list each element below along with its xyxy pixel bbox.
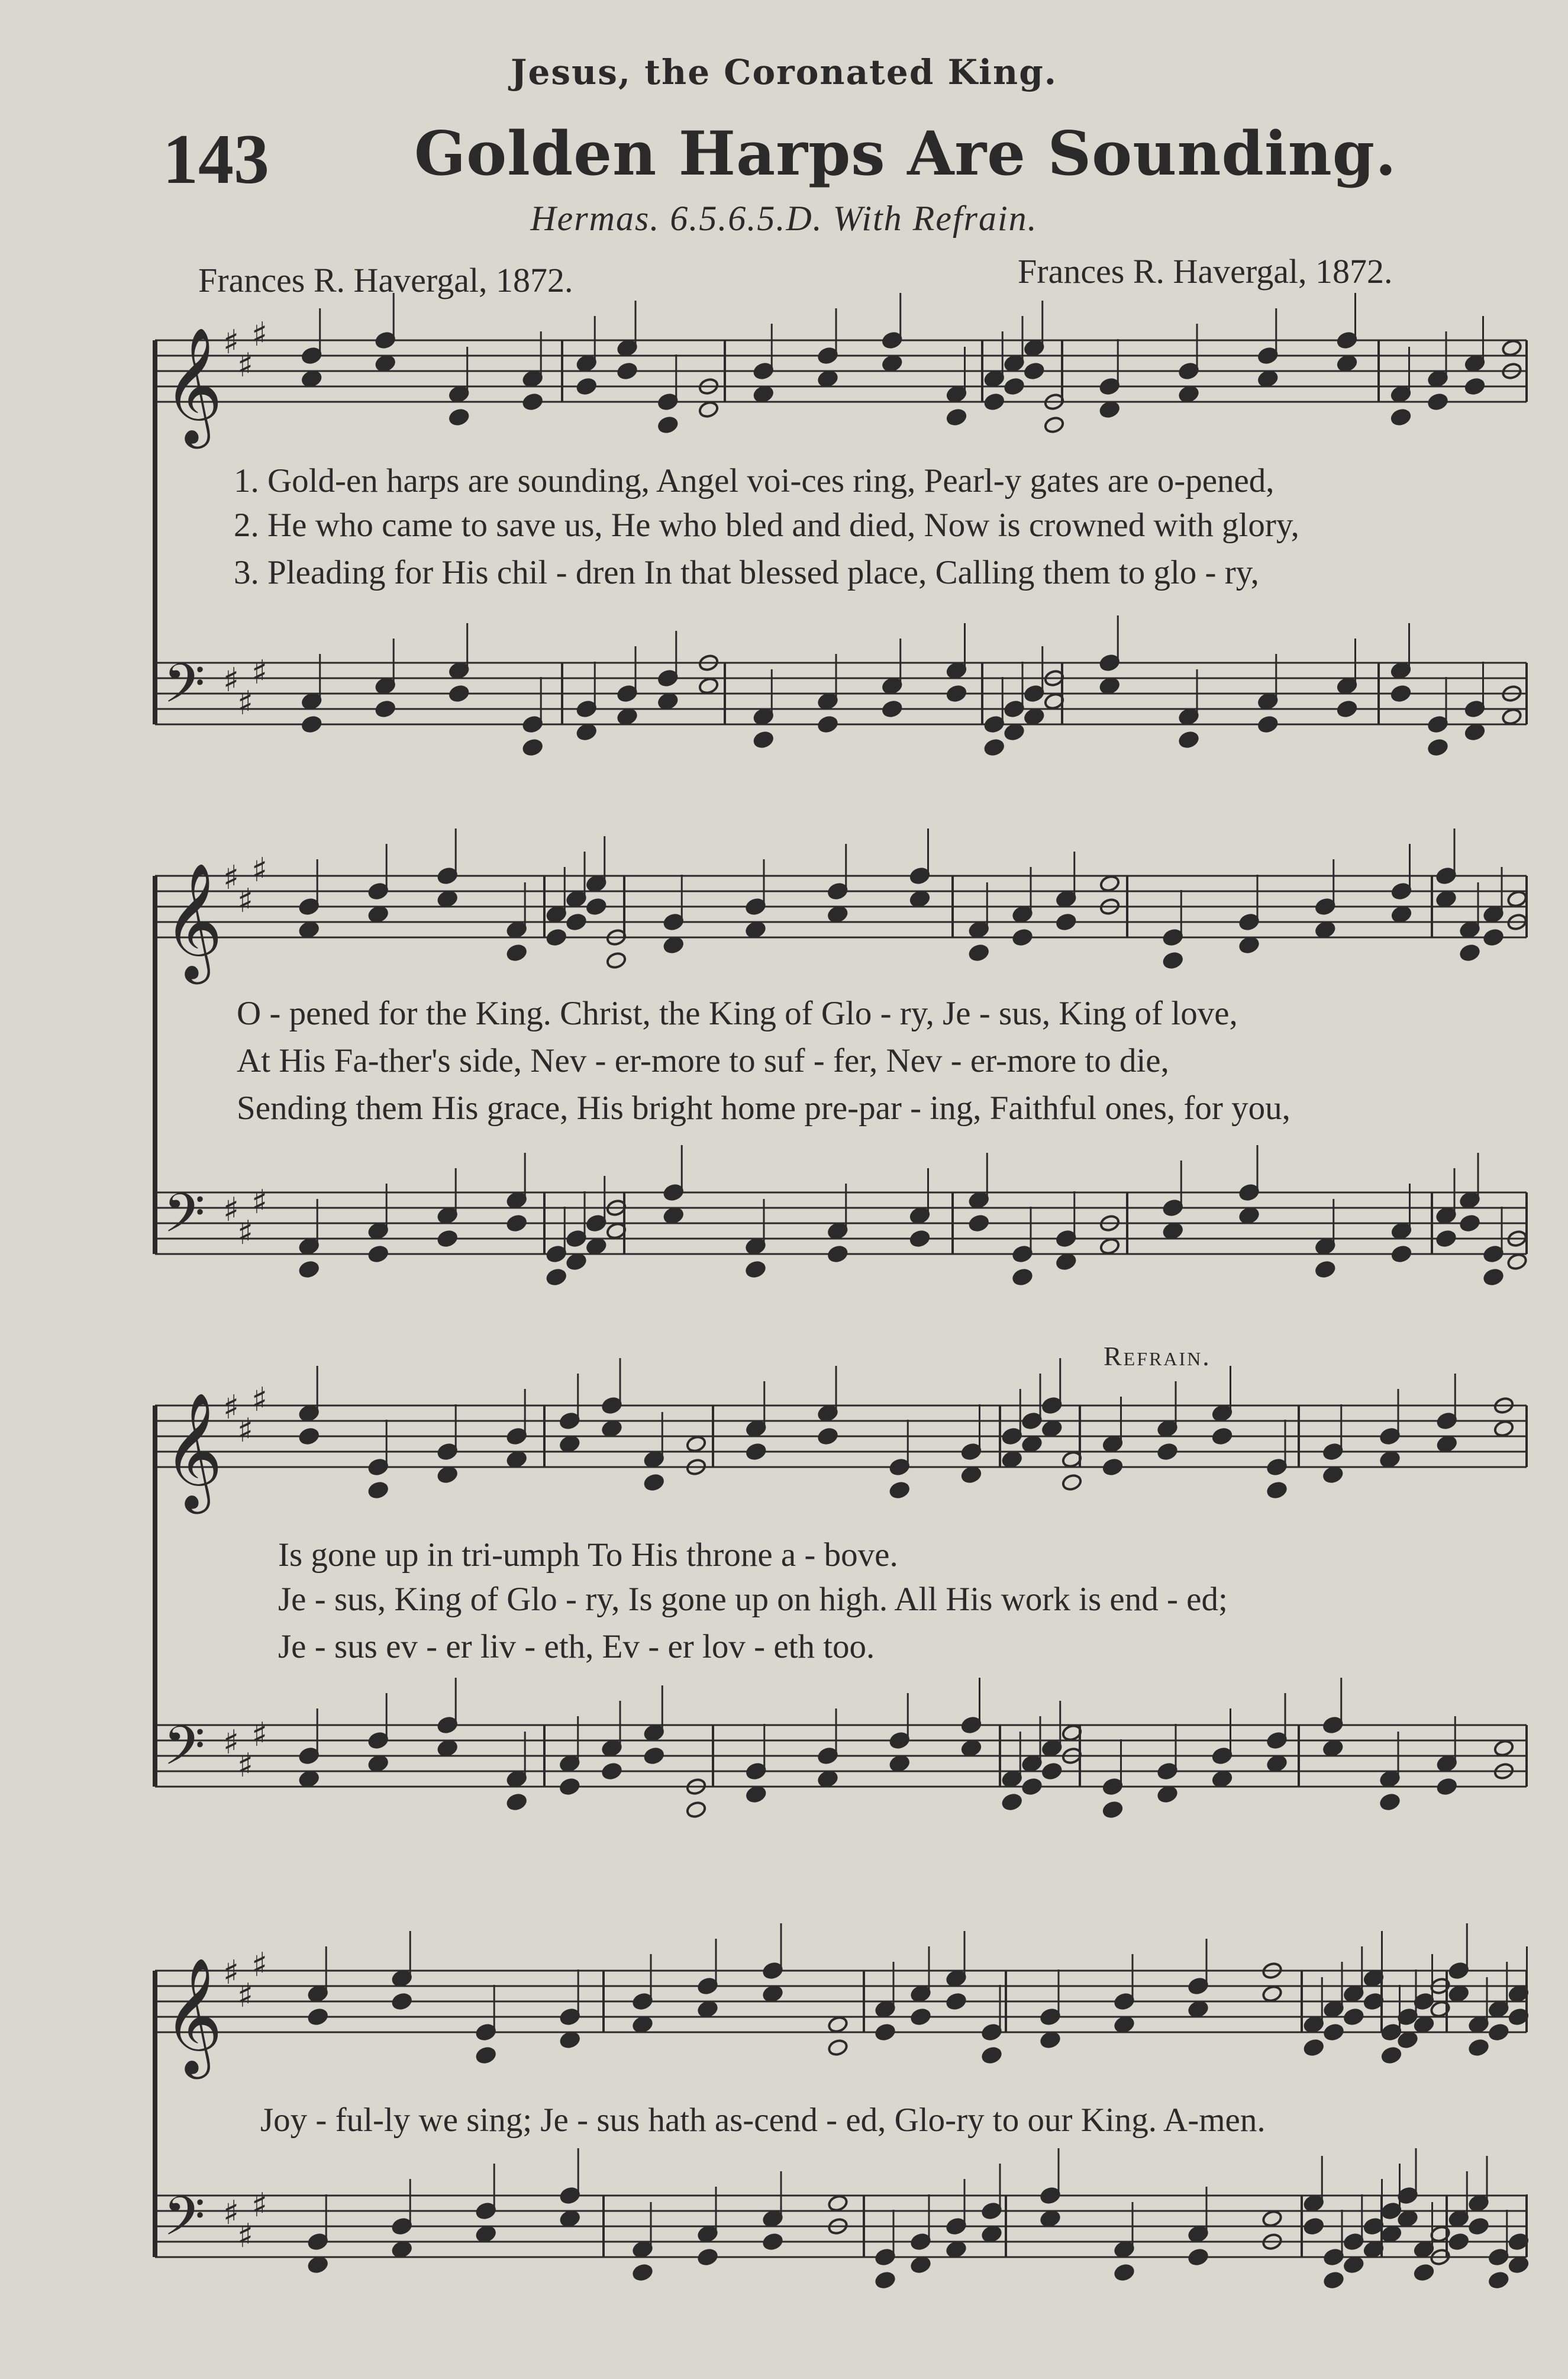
treble-notehead bbox=[566, 913, 587, 931]
bass-notehead bbox=[981, 2225, 1002, 2243]
bass-notehead bbox=[946, 685, 967, 703]
treble-notehead bbox=[827, 905, 848, 924]
lyric-line-s1-v1: 1. Gold-en harps are sounding, Angel voi-ces ring, Pearl-y gates are o-pened, bbox=[234, 462, 1275, 499]
treble-notehead bbox=[1262, 1985, 1283, 2003]
treble-notehead bbox=[606, 952, 627, 970]
bass-notehead bbox=[1464, 723, 1486, 742]
treble-notehead bbox=[762, 1985, 783, 2003]
treble-notehead bbox=[1488, 2023, 1509, 2042]
bass-notehead bbox=[298, 1261, 320, 1279]
treble-notehead bbox=[1257, 370, 1279, 388]
bass-notehead bbox=[1390, 685, 1412, 703]
bass-notehead bbox=[559, 2210, 580, 2228]
treble-notehead bbox=[1266, 1481, 1288, 1500]
bass-notehead bbox=[506, 1793, 527, 1811]
bass-notehead bbox=[1508, 2256, 1530, 2274]
treble-notehead bbox=[817, 1427, 838, 1446]
treble-notehead bbox=[817, 370, 838, 388]
treble-notehead bbox=[1162, 952, 1183, 970]
treble-notehead bbox=[559, 1435, 580, 1453]
bass-notehead bbox=[1488, 2271, 1509, 2290]
bass-notehead bbox=[827, 2194, 848, 2213]
sharp-icon: ♯ bbox=[237, 1746, 254, 1785]
bass-notehead bbox=[1414, 2264, 1435, 2282]
treble-notehead bbox=[1099, 401, 1120, 419]
section-title: Jesus, the Coronated King. bbox=[511, 52, 1057, 92]
treble-notehead bbox=[1435, 890, 1457, 908]
bass-notehead bbox=[983, 739, 1005, 757]
lyric-line-s2-v2: At His Fa-ther's side, Nev - er-more to suf - fer, Nev - er-more to die, bbox=[237, 1042, 1169, 1079]
bass-notehead bbox=[643, 1747, 664, 1765]
bass-notehead bbox=[1024, 708, 1045, 726]
treble-notehead bbox=[1044, 416, 1065, 434]
treble-notehead bbox=[1303, 2039, 1324, 2057]
bass-notehead bbox=[827, 1245, 848, 1263]
bass-notehead bbox=[576, 723, 597, 742]
lyric-line-s3-v2: Je - sus, King of Glo - ry, Is gone up on high. All His work is end - ed; bbox=[278, 1581, 1228, 1618]
bass-notehead bbox=[367, 1755, 389, 1773]
treble-notehead bbox=[827, 2039, 848, 2057]
treble-notehead bbox=[1099, 875, 1121, 893]
treble-notehead bbox=[391, 1993, 412, 2011]
treble-notehead bbox=[1238, 936, 1260, 955]
treble-notehead bbox=[298, 921, 320, 939]
treble-notehead bbox=[1315, 921, 1336, 939]
bass-notehead bbox=[1114, 2264, 1135, 2282]
sharp-icon: ♯ bbox=[251, 315, 268, 354]
treble-notehead bbox=[1464, 378, 1486, 396]
bass-notehead bbox=[1021, 1778, 1043, 1796]
treble-notehead bbox=[437, 890, 458, 908]
bass-notehead bbox=[367, 1245, 389, 1263]
treble-clef-icon: 𝄞 bbox=[163, 327, 223, 444]
bass-notehead bbox=[1262, 2210, 1283, 2228]
treble-notehead bbox=[475, 2046, 496, 2065]
treble-notehead bbox=[601, 1420, 622, 1438]
treble-notehead bbox=[981, 2046, 1002, 2065]
lyric-line-s3-v3: Je - sus ev - er liv - eth, Ev - er lov - eth too. bbox=[278, 1628, 875, 1665]
treble-notehead bbox=[1024, 362, 1045, 381]
bass-notehead bbox=[1303, 2217, 1324, 2236]
treble-notehead bbox=[946, 408, 967, 427]
treble-notehead bbox=[1493, 1420, 1515, 1438]
bass-clef-icon: 𝄢 bbox=[163, 2185, 205, 2261]
bass-notehead bbox=[882, 700, 903, 718]
treble-notehead bbox=[686, 1435, 707, 1453]
treble-notehead bbox=[1004, 378, 1025, 396]
bass-notehead bbox=[632, 2264, 653, 2282]
lyric-line-s3-v1: Is gone up in tri-umph To His throne a - bove. bbox=[278, 1536, 898, 1574]
bass-notehead bbox=[1391, 1245, 1412, 1263]
bass-notehead bbox=[910, 2256, 931, 2274]
treble-notehead bbox=[882, 354, 903, 373]
bass-notehead bbox=[753, 731, 774, 749]
treble-notehead bbox=[1323, 2023, 1344, 2042]
treble-notehead bbox=[698, 401, 720, 419]
treble-notehead bbox=[1157, 1443, 1178, 1461]
treble-notehead bbox=[617, 362, 638, 381]
sharp-icon: ♯ bbox=[237, 684, 254, 723]
treble-notehead bbox=[983, 393, 1005, 411]
bass-notehead bbox=[1212, 1770, 1233, 1788]
treble-notehead bbox=[1506, 890, 1528, 908]
treble-notehead bbox=[909, 890, 931, 908]
bass-notehead bbox=[1257, 715, 1279, 734]
treble-notehead bbox=[1102, 1458, 1124, 1477]
treble-notehead bbox=[506, 944, 527, 962]
treble-notehead bbox=[546, 929, 567, 947]
bass-notehead bbox=[1436, 1778, 1457, 1796]
treble-notehead bbox=[910, 2008, 931, 2026]
bass-notehead bbox=[506, 1214, 527, 1233]
treble-notehead bbox=[586, 898, 607, 916]
sharp-icon: ♯ bbox=[223, 1954, 240, 1992]
bass-notehead bbox=[889, 1755, 910, 1773]
bass-notehead bbox=[391, 2241, 412, 2259]
treble-notehead bbox=[301, 370, 322, 388]
bass-notehead bbox=[437, 1739, 458, 1758]
treble-notehead bbox=[437, 1466, 458, 1484]
treble-notehead bbox=[1322, 1466, 1344, 1484]
hymn-number: 143 bbox=[163, 120, 269, 198]
bass-notehead bbox=[1343, 2256, 1364, 2274]
bass-notehead bbox=[1468, 2217, 1489, 2236]
bass-notehead bbox=[1188, 2248, 1209, 2267]
treble-notehead bbox=[1001, 1450, 1022, 1469]
sharp-icon: ♯ bbox=[223, 323, 240, 362]
bass-notehead bbox=[475, 2225, 496, 2243]
treble-notehead bbox=[367, 1481, 389, 1500]
treble-notehead bbox=[1427, 393, 1448, 411]
treble-clef-icon: 𝄞 bbox=[163, 1392, 223, 1509]
treble-notehead bbox=[1436, 1435, 1457, 1453]
sharp-icon: ♯ bbox=[237, 2217, 254, 2255]
hymn-title: Golden Harps Are Sounding. bbox=[414, 118, 1397, 189]
treble-clef-icon: 𝄞 bbox=[163, 1957, 223, 2074]
bass-notehead bbox=[1040, 2210, 1061, 2228]
treble-notehead bbox=[1212, 1427, 1233, 1446]
refrain-label: Refrain. bbox=[1104, 1341, 1211, 1371]
treble-notehead bbox=[746, 1443, 767, 1461]
sharp-icon: ♯ bbox=[251, 1946, 268, 1984]
lyric-line-s2-v1: O - pened for the King. Christ, the King of Glo - ry, Je - sus, King of love, bbox=[237, 995, 1238, 1032]
treble-notehead bbox=[745, 921, 766, 939]
bass-notehead bbox=[449, 685, 470, 703]
treble-notehead bbox=[307, 2008, 328, 2026]
bass-notehead bbox=[875, 2271, 896, 2290]
tune-meter-line: Hermas. 6.5.6.5.D. With Refrain. bbox=[530, 199, 1038, 238]
lyric-line-s2-v3: Sending them His grace, His bright home pre-par - ing, Faithful ones, for you, bbox=[237, 1089, 1290, 1127]
bass-notehead bbox=[1238, 1207, 1260, 1225]
bass-notehead bbox=[1506, 1253, 1528, 1271]
bass-notehead bbox=[1322, 1739, 1344, 1758]
bass-notehead bbox=[437, 1230, 458, 1248]
treble-notehead bbox=[576, 378, 597, 396]
treble-notehead bbox=[1391, 905, 1412, 924]
bass-notehead bbox=[1001, 1793, 1022, 1811]
treble-notehead bbox=[1468, 2039, 1489, 2057]
bass-notehead bbox=[1501, 708, 1522, 726]
treble-notehead bbox=[522, 393, 543, 411]
treble-notehead bbox=[1178, 385, 1199, 404]
treble-notehead bbox=[697, 2000, 718, 2019]
bass-notehead bbox=[1459, 1214, 1480, 1233]
treble-notehead bbox=[1040, 2031, 1061, 2049]
bass-notehead bbox=[1266, 1755, 1288, 1773]
treble-notehead bbox=[298, 1427, 320, 1446]
bass-notehead bbox=[1041, 1762, 1063, 1781]
bass-notehead bbox=[559, 1778, 580, 1796]
sharp-icon: ♯ bbox=[251, 1183, 268, 1221]
bass-notehead bbox=[298, 1770, 320, 1788]
treble-notehead bbox=[506, 1450, 527, 1469]
bass-notehead bbox=[817, 715, 838, 734]
treble-notehead bbox=[827, 2016, 848, 2034]
bass-notehead bbox=[1012, 1268, 1033, 1287]
sharp-icon: ♯ bbox=[223, 1191, 240, 1229]
treble-notehead bbox=[1188, 2000, 1209, 2019]
treble-notehead bbox=[1343, 2008, 1364, 2026]
bass-notehead bbox=[697, 2248, 718, 2267]
treble-notehead bbox=[1012, 929, 1033, 947]
bass-notehead bbox=[1381, 2225, 1402, 2243]
lyric-line-s1-v2: 2. He who came to save us, He who bled and died, Now is crowned with glory, bbox=[234, 507, 1299, 544]
bass-clef-icon: 𝄢 bbox=[163, 652, 205, 728]
treble-notehead bbox=[946, 1993, 967, 2011]
treble-notehead bbox=[889, 1481, 910, 1500]
sharp-icon: ♯ bbox=[237, 346, 254, 385]
treble-notehead bbox=[663, 936, 684, 955]
sharp-icon: ♯ bbox=[223, 859, 240, 897]
treble-notehead bbox=[1501, 339, 1522, 357]
treble-notehead bbox=[1459, 944, 1480, 962]
bass-clef-icon: 𝄢 bbox=[163, 1182, 205, 1258]
bass-notehead bbox=[1157, 1785, 1178, 1804]
bass-notehead bbox=[1448, 2233, 1469, 2251]
treble-notehead bbox=[375, 354, 396, 373]
bass-notehead bbox=[617, 708, 638, 726]
bass-notehead bbox=[961, 1739, 982, 1758]
sharp-icon: ♯ bbox=[223, 1388, 240, 1427]
sharp-icon: ♯ bbox=[223, 1723, 240, 1762]
treble-notehead bbox=[1448, 1985, 1469, 2003]
treble-notehead bbox=[1114, 2016, 1135, 2034]
sharp-icon: ♯ bbox=[251, 1716, 268, 1754]
bass-notehead bbox=[301, 715, 322, 734]
bass-notehead bbox=[1379, 1793, 1401, 1811]
bass-notehead bbox=[522, 739, 543, 757]
bass-notehead bbox=[686, 1801, 707, 1819]
bass-clef-icon: 𝄢 bbox=[163, 1714, 205, 1790]
bass-notehead bbox=[1493, 1739, 1515, 1758]
bass-notehead bbox=[745, 1261, 766, 1279]
bass-notehead bbox=[1162, 1222, 1183, 1240]
words-attribution: Frances R. Havergal, 1872. bbox=[198, 261, 573, 299]
treble-notehead bbox=[875, 2023, 896, 2042]
bass-notehead bbox=[657, 692, 679, 711]
bass-notehead bbox=[1323, 2271, 1344, 2290]
treble-notehead bbox=[1056, 913, 1077, 931]
bass-notehead bbox=[1315, 1261, 1336, 1279]
bass-notehead bbox=[601, 1762, 622, 1781]
treble-notehead bbox=[657, 416, 679, 434]
bass-notehead bbox=[946, 2241, 967, 2259]
treble-notehead bbox=[1483, 929, 1504, 947]
bass-notehead bbox=[1337, 700, 1358, 718]
lyric-line-s1-v3: 3. Pleading for His chil - dren In that blessed place, Calling them to glo - ry, bbox=[234, 554, 1259, 591]
treble-notehead bbox=[449, 408, 470, 427]
bass-notehead bbox=[909, 1230, 931, 1248]
bass-notehead bbox=[1427, 739, 1448, 757]
bass-notehead bbox=[1178, 731, 1199, 749]
treble-notehead bbox=[968, 944, 989, 962]
treble-notehead bbox=[1337, 354, 1358, 373]
sharp-icon: ♯ bbox=[251, 1381, 268, 1419]
sharp-icon: ♯ bbox=[237, 1977, 254, 2015]
bass-notehead bbox=[698, 677, 720, 695]
music-attribution: Frances R. Havergal, 1872. bbox=[1018, 252, 1393, 291]
bass-notehead bbox=[762, 2233, 783, 2251]
treble-notehead bbox=[1381, 2046, 1402, 2065]
bass-notehead bbox=[1483, 1268, 1504, 1287]
treble-notehead bbox=[753, 385, 774, 404]
sharp-icon: ♯ bbox=[223, 661, 240, 699]
treble-notehead bbox=[961, 1466, 982, 1484]
bass-notehead bbox=[307, 2256, 328, 2274]
sharp-icon: ♯ bbox=[223, 2194, 240, 2232]
treble-notehead bbox=[1379, 1450, 1401, 1469]
treble-notehead bbox=[367, 905, 389, 924]
treble-notehead bbox=[1390, 408, 1412, 427]
sharp-icon: ♯ bbox=[251, 653, 268, 692]
bass-notehead bbox=[1099, 1237, 1121, 1256]
lyric-line-s4-v1: Joy - ful-ly we sing; Je - sus hath as-cend - ed, Glo-ry to our King. A-men. bbox=[260, 2101, 1266, 2139]
bass-notehead bbox=[1056, 1253, 1077, 1271]
sharp-icon: ♯ bbox=[237, 882, 254, 920]
bass-notehead bbox=[546, 1268, 567, 1287]
bass-notehead bbox=[663, 1207, 684, 1225]
treble-notehead bbox=[1021, 1435, 1043, 1453]
bass-notehead bbox=[968, 1214, 989, 1233]
treble-notehead bbox=[1062, 1474, 1083, 1492]
treble-notehead bbox=[643, 1474, 664, 1492]
bass-notehead bbox=[1435, 1230, 1457, 1248]
treble-notehead bbox=[559, 2031, 580, 2049]
treble-notehead bbox=[1041, 1420, 1063, 1438]
bass-notehead bbox=[1099, 677, 1120, 695]
treble-notehead bbox=[632, 2016, 653, 2034]
bass-notehead bbox=[817, 1770, 838, 1788]
sharp-icon: ♯ bbox=[251, 2186, 268, 2225]
bass-notehead bbox=[1102, 1801, 1124, 1819]
bass-notehead bbox=[586, 1237, 607, 1256]
bass-notehead bbox=[375, 700, 396, 718]
sharp-icon: ♯ bbox=[251, 851, 268, 889]
sharp-icon: ♯ bbox=[237, 1411, 254, 1450]
bass-notehead bbox=[746, 1785, 767, 1804]
bass-notehead bbox=[566, 1253, 587, 1271]
bass-notehead bbox=[1004, 723, 1025, 742]
sharp-icon: ♯ bbox=[237, 1214, 254, 1252]
treble-clef-icon: 𝄞 bbox=[163, 862, 223, 979]
